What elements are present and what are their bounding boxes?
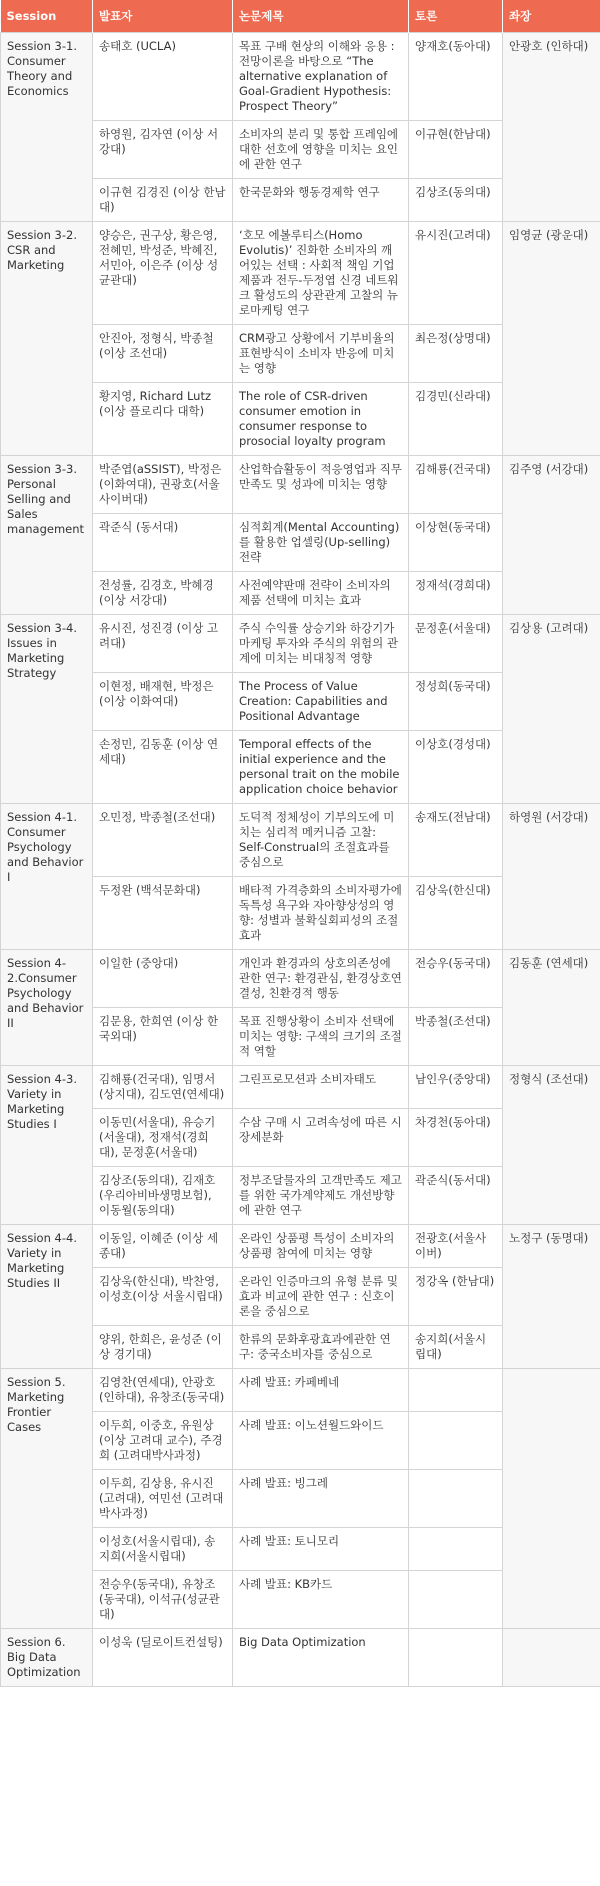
paper-title-cell: 개인과 환경과의 상호의존성에 관한 연구: 환경관심, 환경상호연결성, 친환경적 행동 bbox=[233, 950, 409, 1008]
paper-title-cell: The Process of Value Creation: Capabilities and Positional Advantage bbox=[233, 673, 409, 731]
chair-cell: 안광호 (인하대) bbox=[503, 33, 600, 222]
paper-title-cell: 목표 진행상황이 소비자 선택에 미치는 영향: 구색의 크기의 조절적 역할 bbox=[233, 1008, 409, 1066]
paper-title-cell: 사례 발표: 빙그레 bbox=[233, 1470, 409, 1528]
paper-title-cell: 그린프로모션과 소비자태도 bbox=[233, 1066, 409, 1109]
session-name-cell: Session 3-1. Consumer Theory and Economics bbox=[1, 33, 93, 222]
discussant-cell: 양재호(동아대) bbox=[409, 33, 503, 121]
paper-title-cell: 소비자의 분리 및 통합 프레임에 대한 선호에 영향을 미치는 요인에 관한 연구 bbox=[233, 121, 409, 179]
presenter-cell: 김해룡(건국대), 임명서(상지대), 김도연(연세대) bbox=[93, 1066, 233, 1109]
discussant-cell bbox=[409, 1412, 503, 1470]
chair-cell bbox=[503, 1369, 600, 1629]
presenter-cell: 유시진, 성진경 (이상 고려대) bbox=[93, 615, 233, 673]
paper-title-cell: 도덕적 정체성이 기부의도에 미치는 심리적 메커니즘 고찰: Self-Construal의 조절효과를 중심으로 bbox=[233, 804, 409, 877]
discussant-cell: 곽준식(동서대) bbox=[409, 1167, 503, 1225]
table-row bbox=[1, 1066, 600, 1109]
chair-cell: 노정구 (동명대) bbox=[503, 1225, 600, 1369]
presenter-cell: 하영원, 김자연 (이상 서강대) bbox=[93, 121, 233, 179]
presenter-cell: 김상욱(한신대), 박찬영, 이성호(이상 서울시립대) bbox=[93, 1268, 233, 1326]
paper-title-cell: 온라인 상품평 특성이 소비자의 상품평 참여에 미치는 영향 bbox=[233, 1225, 409, 1268]
presenter-cell: 이성욱 (딜로이트컨설팅) bbox=[93, 1629, 233, 1687]
paper-title-cell: CRM광고 상황에서 기부비율의 표현방식이 소비자 반응에 미치는 영향 bbox=[233, 325, 409, 383]
paper-title-cell: 사전예약판매 전략이 소비자의 제품 선택에 미치는 효과 bbox=[233, 572, 409, 615]
session-name-cell: Session 4-1. Consumer Psychology and Behavior I bbox=[1, 804, 93, 950]
session-name-cell: Session 3-3. Personal Selling and Sales management bbox=[1, 456, 93, 615]
header-session: Session bbox=[1, 0, 93, 33]
discussant-cell: 최은정(상명대) bbox=[409, 325, 503, 383]
presenter-cell: 송태호 (UCLA) bbox=[93, 33, 233, 121]
paper-title-cell: 정부조달물자의 고객만족도 제고를 위한 국가계약제도 개선방향에 관한 연구 bbox=[233, 1167, 409, 1225]
paper-title-cell: 심적회계(Mental Accounting)를 활용한 업셀링(Up-selling) 전략 bbox=[233, 514, 409, 572]
discussant-cell bbox=[409, 1470, 503, 1528]
presenter-cell: 오민정, 박종철(조선대) bbox=[93, 804, 233, 877]
discussant-cell: 김상욱(한신대) bbox=[409, 877, 503, 950]
paper-title-cell: 산업학습활동이 적응영업과 직무만족도 및 성과에 미치는 영향 bbox=[233, 456, 409, 514]
paper-title-cell: 사례 발표: 이노션월드와이드 bbox=[233, 1412, 409, 1470]
discussant-cell bbox=[409, 1571, 503, 1629]
paper-title-cell: 주식 수익률 상승기와 하강기가 마케팅 투자와 주식의 위험의 관계에 미치는 비대칭적 영향 bbox=[233, 615, 409, 673]
paper-title-cell: The role of CSR-driven consumer emotion in consumer response to prosocial loyalty program bbox=[233, 383, 409, 456]
header-chair: 좌장 bbox=[503, 0, 600, 33]
session-name-cell: Session 6. Big Data Optimization bbox=[1, 1629, 93, 1687]
table-row bbox=[1, 804, 600, 877]
presenter-cell: 이규현 김경진 (이상 한남대) bbox=[93, 179, 233, 222]
session-name-cell: Session 4-4. Variety in Marketing Studies II bbox=[1, 1225, 93, 1369]
discussant-cell: 이상현(동국대) bbox=[409, 514, 503, 572]
table-row bbox=[1, 456, 600, 514]
presenter-cell: 손정민, 김동훈 (이상 연세대) bbox=[93, 731, 233, 804]
discussant-cell: 송지희(서울시립대) bbox=[409, 1326, 503, 1369]
chair-cell: 정형식 (조선대) bbox=[503, 1066, 600, 1225]
presenter-cell: 김문용, 한희연 (이상 한국외대) bbox=[93, 1008, 233, 1066]
discussant-cell: 김해룡(건국대) bbox=[409, 456, 503, 514]
header-discussant: 토론 bbox=[409, 0, 503, 33]
discussant-cell: 차경천(동아대) bbox=[409, 1109, 503, 1167]
discussant-cell: 정강옥 (한남대) bbox=[409, 1268, 503, 1326]
header-presenter: 발표자 bbox=[93, 0, 233, 33]
table-row bbox=[1, 1629, 600, 1687]
discussant-cell: 김상조(동의대) bbox=[409, 179, 503, 222]
discussant-cell: 정성희(동국대) bbox=[409, 673, 503, 731]
chair-cell: 하영원 (서강대) bbox=[503, 804, 600, 950]
chair-cell: 김주영 (서강대) bbox=[503, 456, 600, 615]
discussant-cell: 전광호(서울사이버) bbox=[409, 1225, 503, 1268]
paper-title-cell: 사례 발표: 토니모리 bbox=[233, 1528, 409, 1571]
session-name-cell: Session 4-3. Variety in Marketing Studies I bbox=[1, 1066, 93, 1225]
paper-title-cell: Big Data Optimization bbox=[233, 1629, 409, 1687]
discussant-cell: 박종철(조선대) bbox=[409, 1008, 503, 1066]
presenter-cell: 이두희, 김상용, 유시진 (고려대), 여민선 (고려대 박사과정) bbox=[93, 1470, 233, 1528]
discussant-cell: 이상호(경성대) bbox=[409, 731, 503, 804]
presenter-cell: 김상조(동의대), 김재호(우리아비바생명보험), 이동월(동의대) bbox=[93, 1167, 233, 1225]
discussant-cell: 김경민(신라대) bbox=[409, 383, 503, 456]
discussant-cell: 문정훈(서울대) bbox=[409, 615, 503, 673]
table-row bbox=[1, 1369, 600, 1412]
table-row bbox=[1, 615, 600, 673]
discussant-cell: 남인우(중앙대) bbox=[409, 1066, 503, 1109]
paper-title-cell: 한국문화와 행동경제학 연구 bbox=[233, 179, 409, 222]
discussant-cell: 유시진(고려대) bbox=[409, 222, 503, 325]
chair-cell: 김동훈 (연세대) bbox=[503, 950, 600, 1066]
presenter-cell: 이두희, 이중호, 유원상 (이상 고려대 교수), 주경희 (고려대박사과정) bbox=[93, 1412, 233, 1470]
session-name-cell: Session 3-4. Issues in Marketing Strategy bbox=[1, 615, 93, 804]
presenter-cell: 두정완 (백석문화대) bbox=[93, 877, 233, 950]
paper-title-cell: 사례 발표: KB카드 bbox=[233, 1571, 409, 1629]
presenter-cell: 곽준식 (동서대) bbox=[93, 514, 233, 572]
paper-title-cell: Temporal effects of the initial experience and the personal trait on the mobile application choice behavior bbox=[233, 731, 409, 804]
chair-cell bbox=[503, 1629, 600, 1687]
table-row bbox=[1, 222, 600, 325]
table-row bbox=[1, 33, 600, 121]
table-row bbox=[1, 950, 600, 1008]
presenter-cell: 이성호(서울시립대), 송지희(서울시립대) bbox=[93, 1528, 233, 1571]
table-header-row bbox=[1, 0, 600, 33]
table-body bbox=[1, 33, 600, 1687]
presenter-cell: 이동일, 이혜준 (이상 세종대) bbox=[93, 1225, 233, 1268]
chair-cell: 임영균 (광운대) bbox=[503, 222, 600, 456]
session-name-cell: Session 4-2.Consumer Psychology and Behavior II bbox=[1, 950, 93, 1066]
discussant-cell bbox=[409, 1629, 503, 1687]
presenter-cell: 박준엽(aSSIST), 박정은(이화여대), 권광호(서울사이버대) bbox=[93, 456, 233, 514]
discussant-cell: 송재도(전남대) bbox=[409, 804, 503, 877]
presenter-cell: 양위, 한희은, 윤성준 (이상 경기대) bbox=[93, 1326, 233, 1369]
header-title: 논문제목 bbox=[233, 0, 409, 33]
presenter-cell: 안진아, 정형식, 박종철 (이상 조선대) bbox=[93, 325, 233, 383]
paper-title-cell: 배타적 가격층화의 소비자평가에 독특성 욕구와 자아향상성의 영향: 성별과 불확실회피성의 조절 효과 bbox=[233, 877, 409, 950]
discussant-cell: 전승우(동국대) bbox=[409, 950, 503, 1008]
presenter-cell: 전승우(동국대), 유창조(동국대), 이석규(성균관대) bbox=[93, 1571, 233, 1629]
table-row bbox=[1, 1225, 600, 1268]
presenter-cell: 황지영, Richard Lutz (이상 플로리다 대학) bbox=[93, 383, 233, 456]
presenter-cell: 양승은, 권구상, 황은영, 전혜민, 박성준, 박혜진, 서민아, 이은주 (이상 성균관대) bbox=[93, 222, 233, 325]
session-name-cell: Session 5. Marketing Frontier Cases bbox=[1, 1369, 93, 1629]
paper-title-cell: 수삼 구매 시 고려속성에 따른 시장세분화 bbox=[233, 1109, 409, 1167]
presenter-cell: 전성률, 김경호, 박혜경 (이상 서강대) bbox=[93, 572, 233, 615]
presenter-cell: 이현정, 배재현, 박정은 (이상 이화여대) bbox=[93, 673, 233, 731]
discussant-cell bbox=[409, 1528, 503, 1571]
discussant-cell: 정재석(경희대) bbox=[409, 572, 503, 615]
paper-title-cell: ‘호모 에볼루티스(Homo Evolutis)’ 진화한 소비자의 깨어있는 선택 : 사회적 책임 기업 제품과 전두-두정엽 신경 네트워크 활성도의 상관관계 고찰의 뉴로마케팅 연구 bbox=[233, 222, 409, 325]
discussant-cell: 이규현(한남대) bbox=[409, 121, 503, 179]
presenter-cell: 이동민(서울대), 유승기(서울대), 정재석(경희대), 문정훈(서울대) bbox=[93, 1109, 233, 1167]
chair-cell: 김상용 (고려대) bbox=[503, 615, 600, 804]
paper-title-cell: 사례 발표: 카페베네 bbox=[233, 1369, 409, 1412]
paper-title-cell: 온라인 인증마크의 유형 분류 및 효과 비교에 관한 연구 : 신호이론을 중심으로 bbox=[233, 1268, 409, 1326]
paper-title-cell: 한류의 문화후광효과에관한 연구: 중국소비자를 중심으로 bbox=[233, 1326, 409, 1369]
paper-title-cell: 목표 구배 현상의 이해와 응용 : 전망이론을 바탕으로 “The alternative explanation of Goal-Gradient Hypothesis: Prospect Theory” bbox=[233, 33, 409, 121]
presenter-cell: 김영찬(연세대), 안광호(인하대), 유창조(동국대) bbox=[93, 1369, 233, 1412]
discussant-cell bbox=[409, 1369, 503, 1412]
session-name-cell: Session 3-2. CSR and Marketing bbox=[1, 222, 93, 456]
presenter-cell: 이일한 (중앙대) bbox=[93, 950, 233, 1008]
